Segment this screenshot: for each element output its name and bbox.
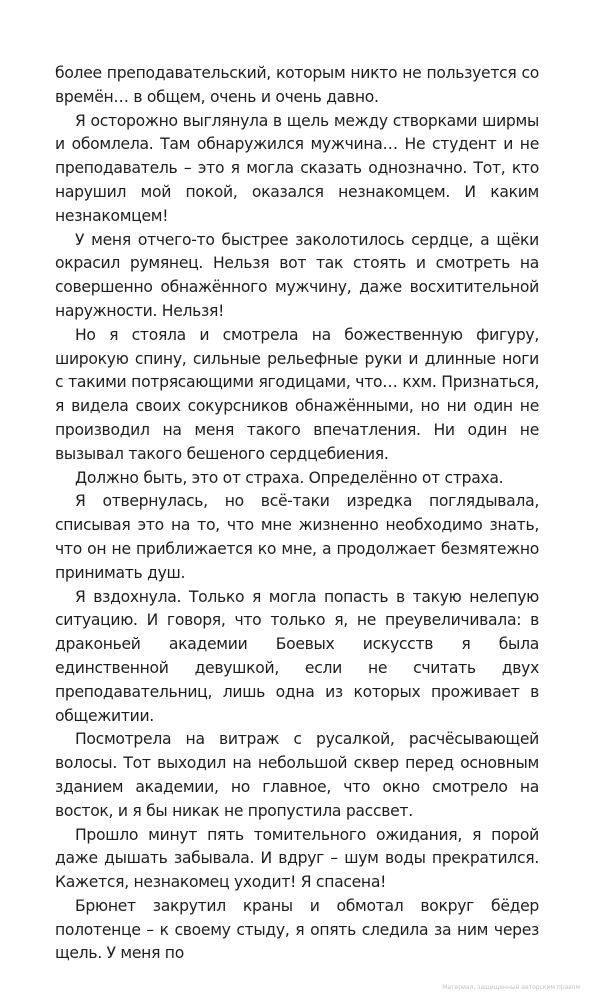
paragraph-6: Я отвернулась, но всё-таки изредка поглядывала, списывая это на то, что мне жизненно необходимо знать, что он не приближается ко мне, а продолжает безмятежно принимать душ. (55, 492, 539, 582)
paragraph-4: Но я стояла и смотрела на божественную фигуру, широкую спину, сильные рельефные руки и длинные ноги с такими потрясающими ягодицами, что… кхм. Признаться, я видела своих сокурсников обнажёнными, но ни один не производил на меня такого впечатления. Ни один не вызывал такого бешеного сердцебиения. (55, 325, 539, 463)
paragraph-10: Брюнет закрутил краны и обмотал вокруг бёдер полотенце – к своему стыду, я опять следила за ним через щель. У меня по (55, 896, 539, 963)
paragraph-5: Должно быть, это от страха. Определённо от страха. (75, 468, 504, 487)
paragraph-7: Я вздохнула. Только я могла попасть в такую нелепую ситуацию. И говоря, что только я, не преувеличивала: в драконьей академии Боевых искусств я была единственной девушкой, если не считать двух преподавательниц, лишь одна из которых проживает в общежитии. (55, 587, 539, 725)
paragraph-1: более преподавательский, которым никто не пользуется со времён… в общем, очень и очень давно. (55, 64, 539, 106)
paragraph-2: Я осторожно выглянула в щель между створками ширмы и обомлела. Там обнаружился мужчина… Не студент и не преподаватель – это я могла сказать однозначно. Тот, кто нарушил мой покой, оказался незнакомцем. И каким незнакомцем! (55, 111, 539, 225)
book-page-text (55, 62, 539, 966)
copyright-watermark: Материал, защищенный авторским правом (442, 984, 580, 991)
paragraph-9: Прошло минут пять томительного ожидания, я порой даже дышать забывала. И вдруг – шум воды прекратился. Кажется, незнакомец уходит! Я спасена! (55, 825, 539, 892)
paragraph-8: Посмотрела на витраж с русалкой, расчёсывающей волосы. Тот выходил на небольшой сквер перед основным зданием академии, но главное, что окно смотрело на восток, и я бы никак не пропустила рассвет. (55, 730, 539, 820)
paragraph-3: У меня отчего-то быстрее заколотилось сердце, а щёки окрасил румянец. Нельзя вот так стоять и смотреть на совершенно обнажённого мужчину, даже восхитительной наружности. Нельзя! (55, 230, 539, 320)
